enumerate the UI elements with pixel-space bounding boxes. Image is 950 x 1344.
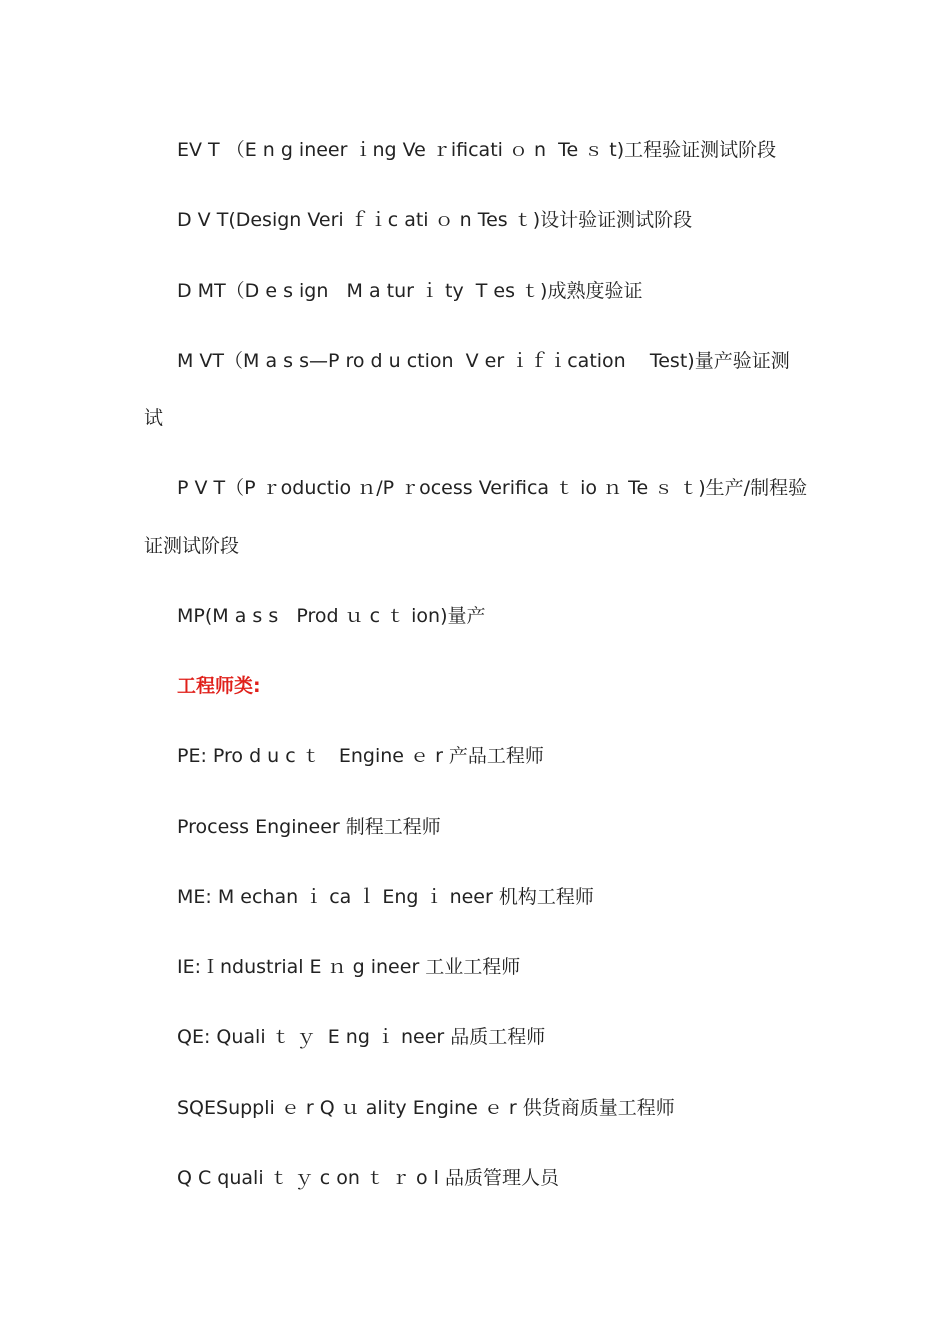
dmt-line: D MT（D e s ign M a tur ｉ ty T es ｔ)成熟度验证: [177, 280, 643, 302]
ie-line: IE:Ｉndustrial E ｎ g ineer 工业工程师: [177, 956, 521, 978]
mvt-line: M VT（M a s s—P ro d u ction V er ｉｆｉcation Test)量产验证测: [177, 350, 790, 372]
pvt-line: P V T（P ｒoductio ｎ/P ｒocess Verifica ｔ io ｎ Te ｓ ｔ)生产/制程验: [177, 477, 808, 499]
mvt-line-continued: 试: [144, 407, 164, 429]
pvt-line-continued: 证测试阶段: [144, 535, 240, 557]
process-engineer-line: Process Engineer 制程工程师: [177, 816, 441, 838]
qc-line: Q C quali ｔ ｙ c on ｔ ｒ o l 品质管理人员: [177, 1167, 559, 1189]
qe-line: QE: Quali ｔ ｙ E ng ｉ neer 品质工程师: [177, 1026, 546, 1048]
mp-line: MP(M a s s Prod ｕ c ｔ ion)量产: [177, 605, 486, 627]
me-line: ME: M echan ｉ ca ｌ Eng ｉ neer 机构工程师: [177, 886, 594, 908]
sqe-line: SQESuppli ｅ r Q ｕ ality Engine ｅ r 供货商质量工程师: [177, 1097, 675, 1119]
dvt-line: D V T(Design Veri ｆｉc ati ｏ n Tes ｔ)设计验证测试阶段: [177, 209, 693, 231]
evt-line: EV T （E n g ineer ｉng Ve ｒificati ｏ n Te ｓ t)工程验证测试阶段: [177, 139, 777, 161]
pe-line: PE: Pro d u c ｔ Engine ｅ r 产品工程师: [177, 745, 544, 767]
engineers-heading: 工程师类:: [177, 675, 261, 697]
